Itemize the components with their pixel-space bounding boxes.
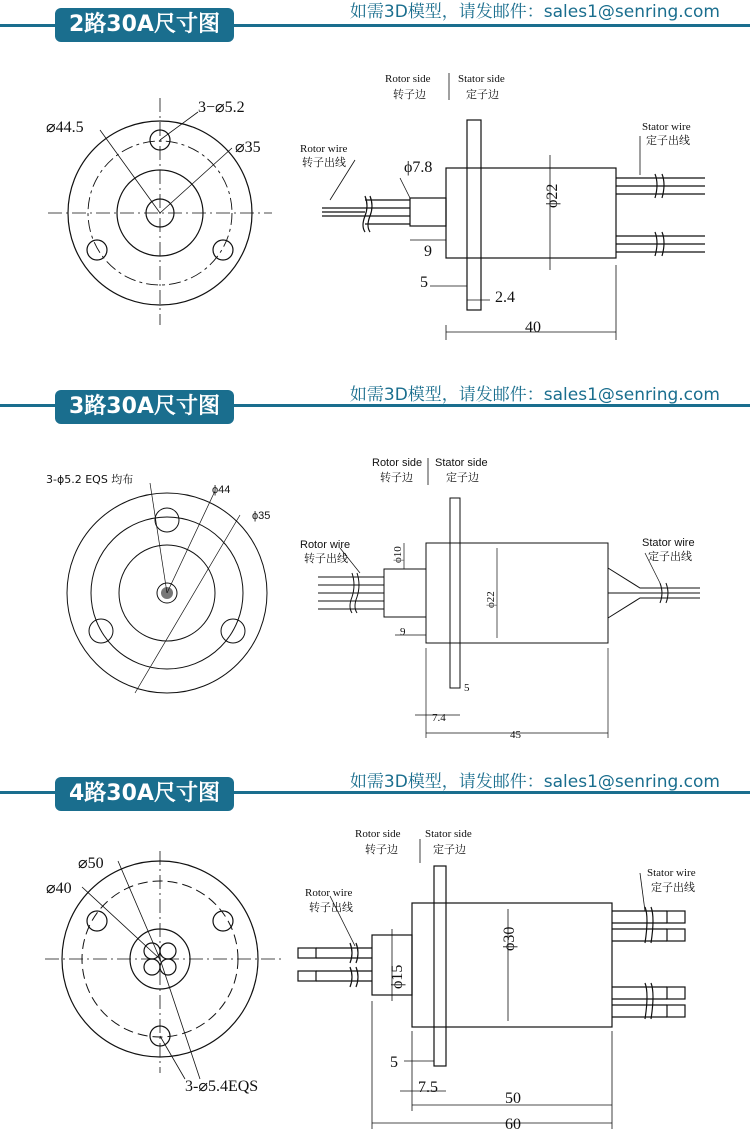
side-shaft-dia: ϕ15 (389, 964, 406, 989)
stator-side: Stator side (425, 828, 472, 840)
contact-text[interactable]: 如需3D模型，请发邮件：sales1@senring.com (349, 772, 720, 792)
rotor-side-cn: 转子边 (393, 88, 426, 101)
rotor-side: Rotor side (372, 457, 423, 469)
rotor-side: Rotor side (385, 73, 431, 85)
section-4ch (0, 765, 750, 1146)
stator-side-cn: 定子边 (433, 843, 466, 856)
side-total-len: 40 (525, 319, 541, 336)
side-flange-thk: 5 (390, 1054, 398, 1071)
front-view (67, 483, 267, 693)
side-view (318, 458, 700, 738)
section-2ch (0, 0, 750, 365)
front-pcd: ϕ35 (252, 510, 271, 522)
side-flange-thk: 5 (420, 274, 428, 291)
side-body-len: 50 (505, 1090, 521, 1107)
rotor-wire: Rotor wire (300, 539, 351, 551)
section-title: 4路30A尺寸图 (55, 777, 234, 811)
front-outer-dia: ⌀44.5 (46, 119, 84, 136)
rotor-side-cn: 转子边 (365, 843, 398, 856)
side-body-dia: ϕ30 (501, 926, 518, 951)
front-outer-dia: ⌀50 (78, 855, 104, 872)
side-shaft-dia: ϕ7.8 (404, 159, 433, 176)
stator-side-cn: 定子边 (466, 88, 499, 101)
side-flange-offset: 2.4 (495, 289, 515, 306)
stator-wire: Stator wire (642, 537, 695, 549)
rotor-side: Rotor side (355, 828, 401, 840)
side-total-len: 60 (505, 1116, 521, 1133)
drawing-2ch (0, 40, 750, 380)
rotor-wire-cn: 转子出线 (302, 156, 346, 169)
stator-wire-cn: 定子出线 (651, 881, 695, 894)
side-flange-offset: 7.4 (432, 712, 446, 724)
side-total-len: 45 (510, 729, 521, 741)
front-holes: 3-ϕ5.2 EQS 均布 (46, 473, 134, 486)
rotor-wire-cn: 转子出线 (304, 552, 348, 565)
contact-text[interactable]: 如需3D模型，请发邮件：sales1@senring.com (349, 2, 720, 22)
rotor-wire: Rotor wire (300, 143, 348, 155)
stator-wire: Stator wire (647, 867, 696, 879)
front-outer-dia: ϕ44 (212, 484, 231, 496)
drawing-3ch (0, 423, 750, 763)
section-title: 2路30A尺寸图 (55, 8, 234, 42)
side-flange-offset: 7.5 (418, 1079, 438, 1096)
front-holes: 3-⌀5.4EQS (185, 1078, 259, 1095)
front-pcd: ⌀35 (235, 139, 261, 156)
side-flange-thk: 5 (464, 682, 470, 694)
rotor-wire: Rotor wire (305, 887, 353, 899)
stator-side: Stator side (435, 457, 488, 469)
stator-wire-cn: 定子出线 (648, 550, 692, 563)
side-shaft-dia: ϕ10 (392, 546, 404, 563)
side-shaft-len: 9 (424, 243, 432, 260)
section-3ch (0, 378, 750, 763)
stator-wire-cn: 定子出线 (646, 134, 690, 147)
front-holes: 3−⌀5.2 (198, 99, 245, 116)
front-pcd: ⌀40 (46, 880, 72, 897)
side-body-dia: ϕ22 (544, 183, 561, 208)
front-view (45, 851, 283, 1079)
rotor-wire-cn: 转子出线 (309, 901, 353, 914)
side-shaft-len: 9 (400, 626, 406, 638)
stator-side-cn: 定子边 (446, 471, 479, 484)
contact-text[interactable]: 如需3D模型，请发邮件：sales1@senring.com (349, 385, 720, 405)
section-title: 3路30A尺寸图 (55, 390, 234, 424)
stator-wire: Stator wire (642, 121, 691, 133)
rotor-side-cn: 转子边 (380, 471, 413, 484)
stator-side: Stator side (458, 73, 505, 85)
side-view (298, 839, 685, 1129)
side-body-dia: ϕ22 (485, 591, 497, 608)
drawing-4ch (0, 811, 750, 1146)
